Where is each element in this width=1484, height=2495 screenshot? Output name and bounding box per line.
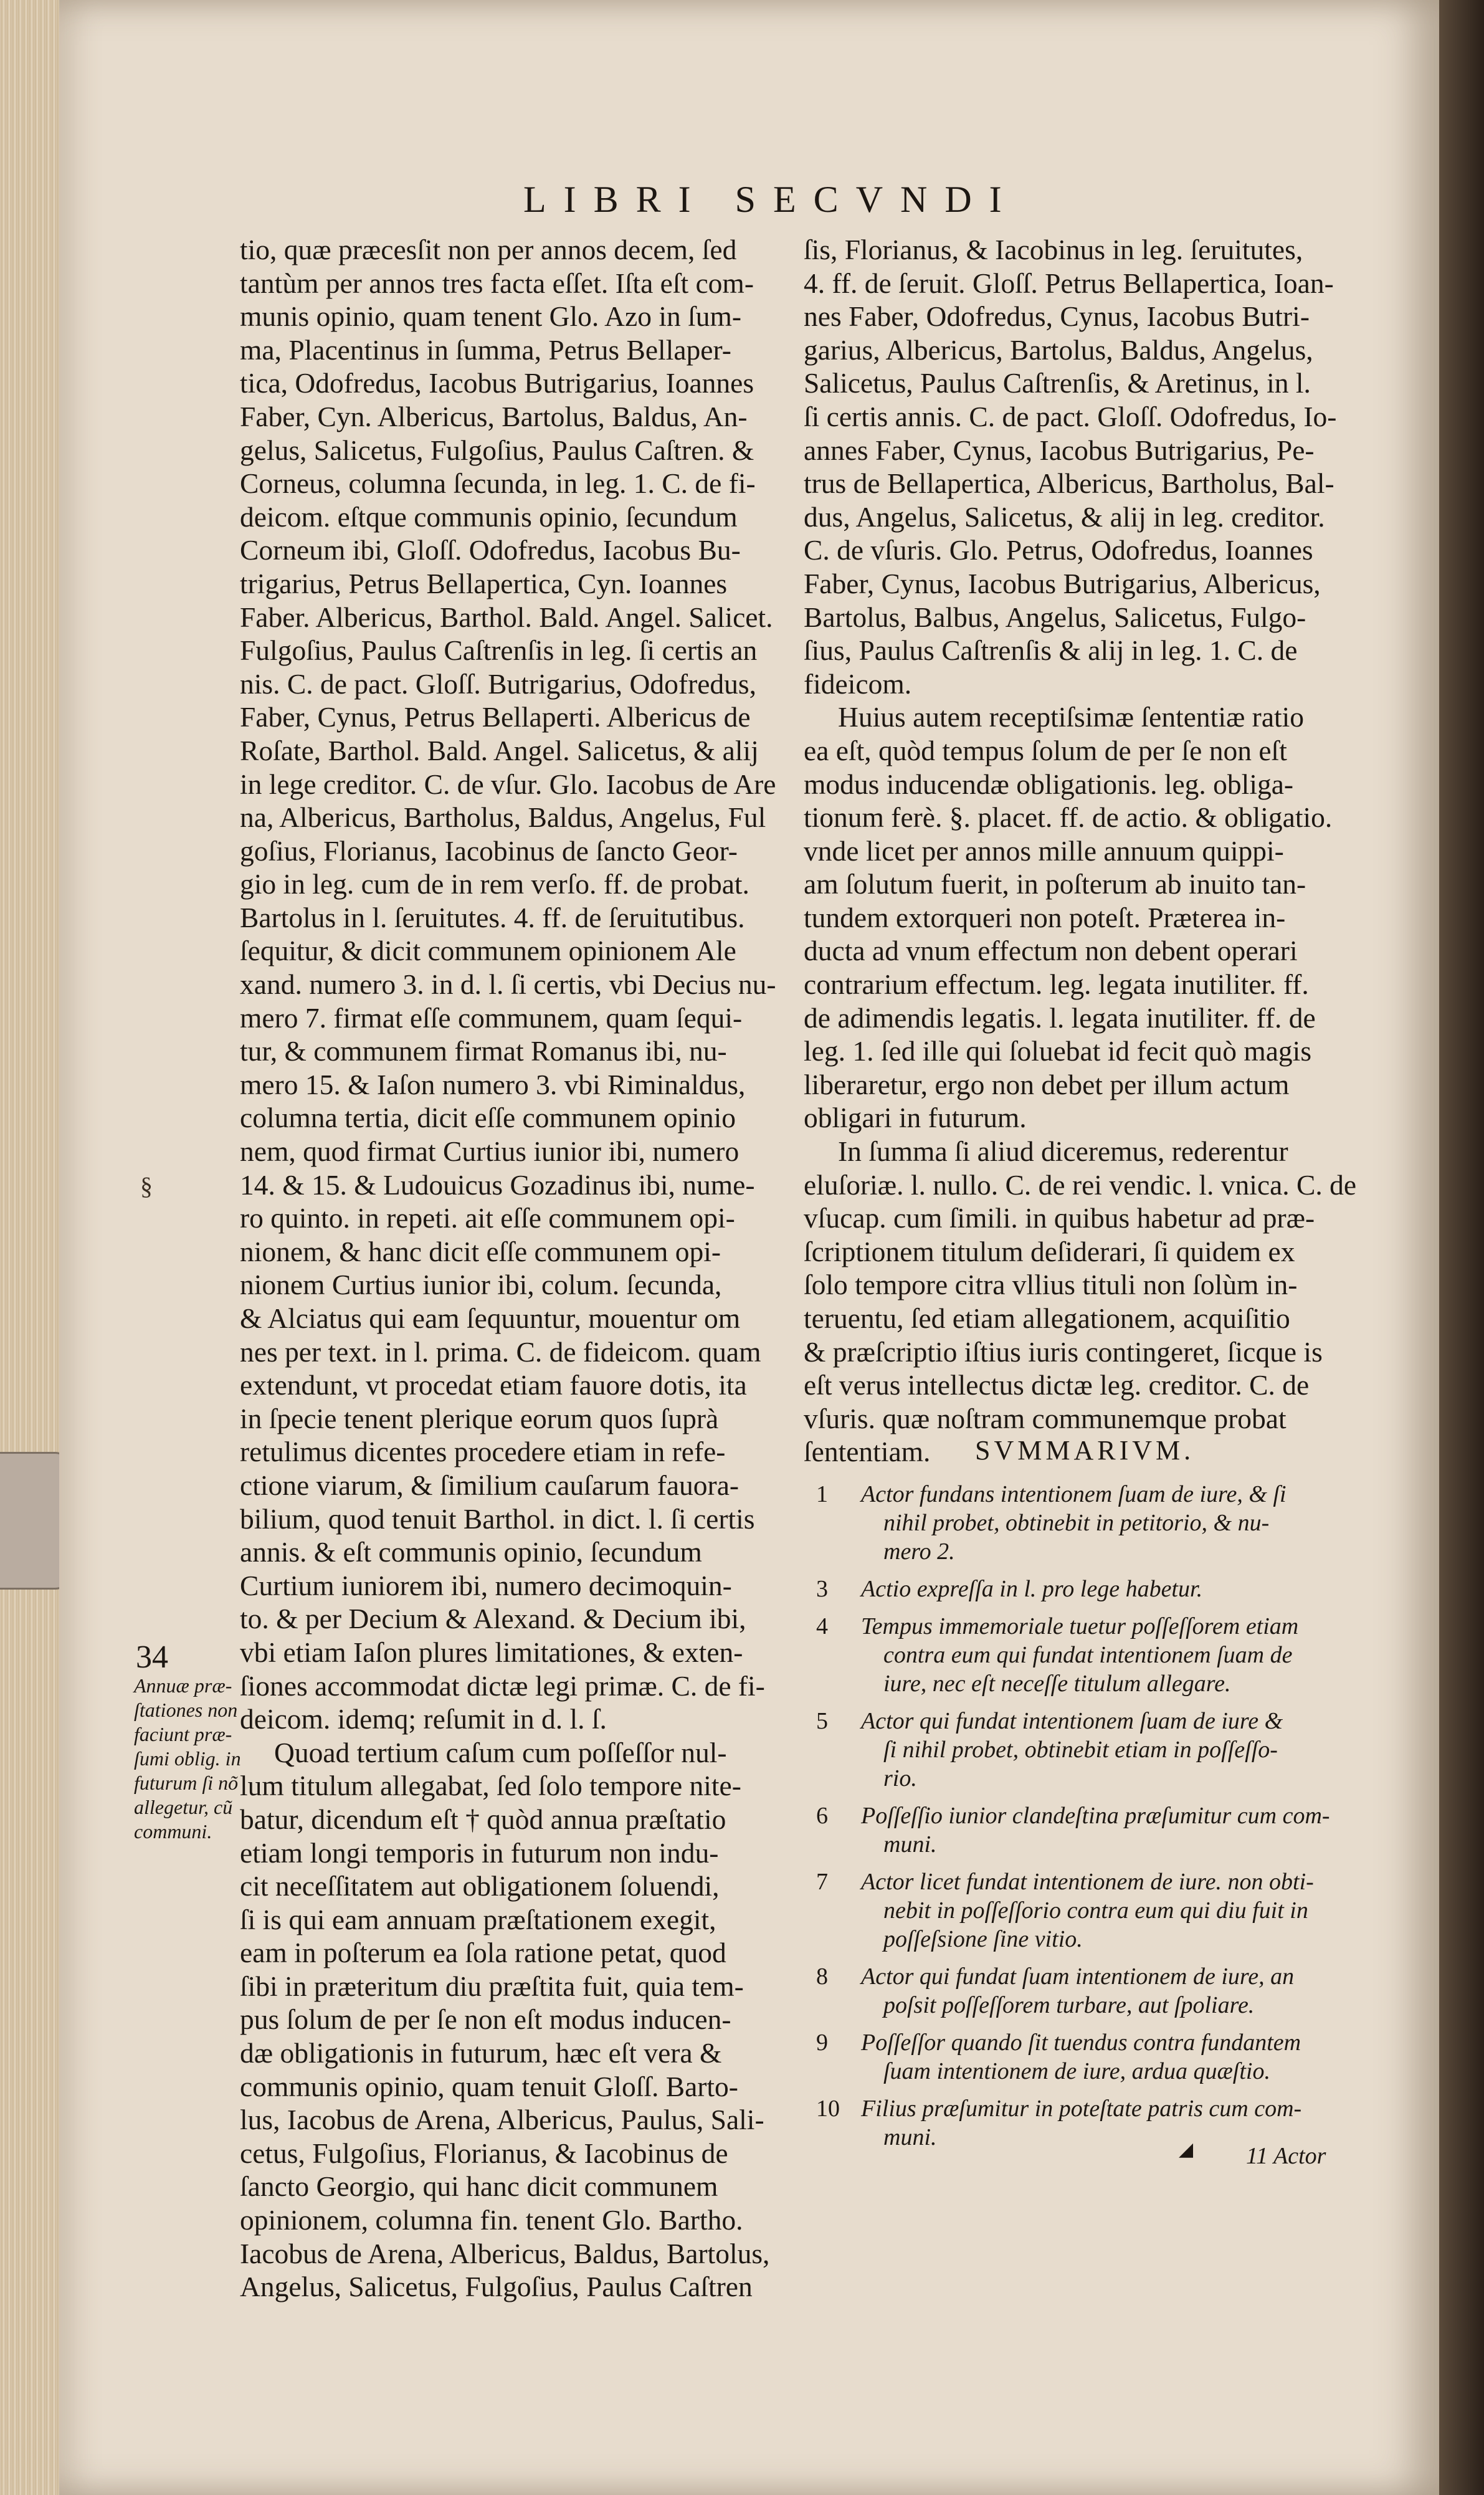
- text-line: Fulgoſius, Paulus Caſtrenſis in leg. ſi certis an: [240, 634, 758, 667]
- text-line: C. de vſuris. Glo. Petrus, Odofredus, Ioannes: [804, 534, 1313, 566]
- summarium-item-number: 5: [816, 1708, 828, 1734]
- text-line: in ſpecie tenent plerique eorum quos ſuprà: [240, 1402, 719, 1434]
- text-line: tur, & communem firmat Romanus ibi, nu-: [240, 1035, 727, 1067]
- text-line: Bartolus in l. ſeruitutes. 4. ff. de ſeruitutibus.: [240, 901, 745, 933]
- margin-note-line: ſumi oblig. in: [134, 1747, 241, 1770]
- catchword: 11 Actor: [1246, 2143, 1326, 2169]
- text-line: eam in poſterum ea ſola ratione petat, quod: [240, 1937, 726, 1969]
- text-line: ſequitur, & dicit communem opinionem Ale: [240, 935, 736, 967]
- text-line: 14. & 15. & Ludouicus Gozadinus ibi, nume-: [240, 1168, 755, 1201]
- text-line: deicom. eſtque communis opinio, ſecundum: [240, 500, 738, 533]
- summarium-item-line: poſſeſsione ſine vitio.: [883, 1926, 1083, 1952]
- text-line: Corneum ibi, Gloſſ. Odofredus, Iacobus Bu-: [240, 534, 741, 566]
- book-gutter-shadow: [1439, 0, 1484, 2495]
- text-line: & præſcriptio iſtius iuris contingeret, ſicque is: [804, 1335, 1323, 1368]
- summarium-item-line: Actio expreſſa in l. pro lege habetur.: [861, 1576, 1203, 1602]
- summarium-item-line: Actor qui fundat ſuam intentionem de iure, an: [861, 1963, 1295, 1990]
- text-line: vſuris. quæ noſtram communemque probat: [804, 1402, 1287, 1434]
- catch-mark-icon: ◢: [1179, 2139, 1194, 2160]
- margin-note: [134, 1674, 241, 1844]
- summarium-item-line: Tempus immemoriale tuetur poſſeſſorem etiam: [861, 1613, 1299, 1639]
- text-line: obligari in futurum.: [804, 1102, 1027, 1134]
- text-line: in lege creditor. C. de vſur. Glo. Iacobus de Are: [240, 768, 776, 800]
- summarium-item-line: Actor qui fundat intentionem ſuam de iure &: [861, 1708, 1283, 1734]
- text-line: modus inducendæ obligationis. leg. obliga-: [804, 768, 1294, 800]
- text-line: vſucap. cum ſimili. in quibus habetur ad præ-: [804, 1202, 1315, 1234]
- text-line: 4. ff. de ſeruit. Gloſſ. Petrus Bellapertica, Ioan-: [804, 267, 1334, 299]
- summarium-item-line: iure, nec eſt neceſſe titulum allegare.: [883, 1671, 1231, 1697]
- summarium-item-line: ſi nihil probet, obtinebit etiam in poſſeſſo-: [883, 1737, 1278, 1763]
- text-line: pus ſolum de per ſe non eſt modus inducen-: [240, 2003, 731, 2036]
- summarium-item-line: Poſſeſſio iunior clandeſtina præſumitur cum com-: [861, 1803, 1330, 1829]
- text-line: teruentu, ſed etiam allegationem, acquiſitio: [804, 1302, 1290, 1334]
- left-text-column: [240, 233, 782, 2304]
- text-line: Angelus, Salicetus, Fulgoſius, Paulus Caſtren: [240, 2271, 753, 2303]
- book-fore-edge: [0, 0, 60, 2495]
- text-line: Curtium iuniorem ibi, numero decimoquin-: [240, 1569, 732, 1601]
- summarium-item-number: 1: [816, 1481, 828, 1507]
- text-line: Faber, Cyn. Albericus, Bartolus, Baldus, An-: [240, 400, 748, 432]
- margin-note-line: faciunt præ-: [134, 1723, 232, 1745]
- text-line: nem, quod firmat Curtius iunior ibi, numero: [240, 1135, 740, 1168]
- text-line: goſius, Florianus, Iacobinus de ſancto Geor-: [240, 834, 738, 867]
- text-line: Salicetus, Paulus Caſtrenſis, & Aretinus, in l.: [804, 367, 1311, 399]
- text-line: nes per text. in l. prima. C. de fideicom. quam: [240, 1335, 761, 1368]
- text-line: gio in leg. cum de in rem verſo. ff. de probat.: [240, 868, 749, 900]
- summarium-item-line: poſsit poſſeſſorem turbare, aut ſpoliare.: [883, 1992, 1255, 2018]
- text-line: liberaretur, ergo non debet per illum actum: [804, 1068, 1290, 1100]
- summarium-item-line: contra eum qui fundat intentionem ſuam de: [883, 1642, 1293, 1668]
- text-line: annis. & eſt communis opinio, ſecundum: [240, 1536, 702, 1568]
- text-line: ſi is qui eam annuam præſtationem exegit,: [240, 1903, 716, 1935]
- text-line: ſiones accommodat dictæ legi primæ. C. de fi-: [240, 1669, 765, 1702]
- text-line: ro quinto. in repeti. ait eſſe communem opi-: [240, 1202, 735, 1234]
- text-line: Huius autem receptiſsimæ ſententiæ ratio: [838, 701, 1305, 733]
- text-line: am ſolutum fuerit, in poſterum ab inuito tan-: [804, 868, 1306, 900]
- text-line: trus de Bellapertica, Albericus, Bartholus, Bal-: [804, 467, 1334, 500]
- text-line: xand. numero 3. in d. l. ſi certis, vbi Decius nu-: [240, 968, 776, 1001]
- summarium-item-line: Filius præſumitur in poteſtate patris cum com-: [861, 2096, 1302, 2122]
- text-line: nionem, & hanc dicit eſſe communem opi-: [240, 1235, 721, 1267]
- text-line: ma, Placentinus in ſumma, Petrus Bellaper-: [240, 333, 731, 366]
- text-line: In ſumma ſi aliud diceremus, rederentur: [838, 1135, 1288, 1168]
- text-line: tio, quæ præcesſit non per annos decem, ſed: [240, 234, 737, 265]
- text-line: tantùm per annos tres facta eſſet. Iſta eſt com-: [240, 267, 754, 299]
- summarium-title: SVMMARIVM.: [975, 1435, 1195, 1466]
- text-line: Quoad tertium caſum cum poſſeſſor nul-: [274, 1736, 727, 1768]
- text-line: ſius, Paulus Caſtrenſis & alij in leg. 1. C. de: [804, 634, 1298, 667]
- text-line: retulimus dicentes procedere etiam in refe-: [240, 1436, 726, 1468]
- summarium-item-number: 3: [816, 1576, 828, 1602]
- text-line: Roſate, Barthol. Bald. Angel. Salicetus, & alij: [240, 734, 759, 766]
- text-line: eſt verus intellectus dictæ leg. creditor. C. de: [804, 1369, 1310, 1401]
- text-line: mero 15. & Iaſon numero 3. vbi Riminaldus,: [240, 1068, 746, 1100]
- summarium-item-line: nihil probet, obtinebit in petitorio, & nu-: [883, 1510, 1270, 1536]
- summarium-item-line: Actor fundans intentionem ſuam de iure, & ſi: [861, 1481, 1287, 1507]
- margin-note-line: ſtationes non: [134, 1699, 238, 1721]
- summarium-list: [816, 1480, 1358, 2160]
- margin-ornament-icon: §: [140, 1172, 153, 1200]
- text-line: nis. C. de pact. Gloſſ. Butrigarius, Odofredus,: [240, 667, 756, 700]
- summarium-item: [816, 1868, 1358, 1954]
- text-line: ſi certis annis. C. de pact. Gloſſ. Odofredus, Io-: [804, 400, 1337, 432]
- text-line: Corneus, columna ſecunda, in leg. 1. C. de fi-: [240, 467, 756, 500]
- summarium-item: [816, 2028, 1358, 2086]
- running-head: LIBRI SECVNDI: [523, 179, 1019, 220]
- text-line: garius, Albericus, Bartolus, Baldus, Angelus,: [804, 333, 1313, 366]
- text-line: batur, dicendum eſt † quòd annua præſtatio: [240, 1803, 726, 1835]
- summarium-item-line: ſuam intentionem de iure, ardua quæſtio.: [883, 2058, 1270, 2084]
- text-line: munis opinio, quam tenent Glo. Azo in ſum-: [240, 300, 742, 333]
- summarium-item-number: 9: [816, 2030, 828, 2056]
- text-line: lus, Iacobus de Arena, Albericus, Paulus, Sali-: [240, 2104, 764, 2136]
- text-line: communis opinio, quam tenuit Gloſſ. Barto-: [240, 2070, 738, 2102]
- text-line: & Alciatus qui eam ſequuntur, mouentur om: [240, 1302, 741, 1334]
- text-line: leg. 1. ſed ille qui ſoluebat id fecit quò magis: [804, 1035, 1312, 1067]
- text-line: vbi etiam Iaſon plures limitationes, & exten-: [240, 1636, 743, 1668]
- summarium-item-line: muni.: [883, 2124, 937, 2150]
- text-line: gelus, Salicetus, Fulgoſius, Paulus Caſtren. &: [240, 434, 754, 466]
- text-line: etiam longi temporis in futurum non indu-: [240, 1836, 719, 1869]
- text-line: cetus, Fulgoſius, Florianus, & Iacobinus de: [240, 2137, 728, 2169]
- text-line: contrarium effectum. leg. legata inutiliter. ff.: [804, 968, 1309, 1001]
- text-line: ſis, Florianus, & Iacobinus in leg. ſeruitutes,: [804, 234, 1303, 265]
- text-line: eluſoriæ. l. nullo. C. de rei vendic. l. vnica. C. de: [804, 1168, 1357, 1201]
- text-line: nes Faber, Odofredus, Cynus, Iacobus Butri-: [804, 300, 1310, 333]
- text-line: Iacobus de Arena, Albericus, Baldus, Bartolus,: [240, 2237, 770, 2269]
- text-line: fideicom.: [804, 667, 912, 700]
- text-line: mero 7. firmat eſſe communem, quam ſequi-: [240, 1001, 743, 1034]
- margin-note-line: communi.: [134, 1820, 212, 1843]
- text-line: Faber, Cynus, Petrus Bellaperti. Albericus de: [240, 701, 751, 733]
- text-line: ducta ad vnum effectum non debent operari: [804, 935, 1298, 967]
- text-line: deicom. idemq; reſumit in d. l. ſ.: [240, 1703, 607, 1735]
- summarium-item-number: 6: [816, 1803, 828, 1829]
- text-line: lum titulum allegabat, ſed ſolo tempore nite-: [240, 1770, 741, 1802]
- text-line: na, Albericus, Bartholus, Baldus, Angelus, Ful: [240, 801, 766, 834]
- text-line: to. & per Decium & Alexand. & Decium ibi,: [240, 1603, 746, 1635]
- summarium-item-number: 8: [816, 1963, 828, 1990]
- summarium-item-line: mero 2.: [883, 1539, 955, 1565]
- text-line: ſolo tempore citra vllius tituli non ſolùm in-: [804, 1269, 1298, 1301]
- text-line: tionum ferè. §. placet. ff. de actio. & obligatio.: [804, 801, 1333, 834]
- text-line: extendunt, vt procedat etiam fauore dotis, ita: [240, 1369, 747, 1401]
- text-line: columna tertia, dicit eſſe communem opinio: [240, 1102, 736, 1134]
- text-line: ſancto Georgio, qui hanc dicit communem: [240, 2170, 718, 2203]
- summarium-item: [816, 1575, 1358, 1603]
- margin-note-line: Annuæ præ-: [134, 1674, 232, 1697]
- text-line: Bartolus, Balbus, Angelus, Salicetus, Fulgo-: [804, 601, 1306, 633]
- text-line: ſcriptionem titulum deſiderari, ſi quidem ex: [804, 1235, 1295, 1267]
- text-line: dæ obligationis in futurum, hæc eſt vera &: [240, 2037, 722, 2069]
- text-line: vnde licet per annos mille annuum quippi-: [804, 834, 1284, 867]
- text-line: bilium, quod tenuit Barthol. in dict. l. ſi certis: [240, 1502, 755, 1535]
- summarium-item-number: 7: [816, 1869, 828, 1895]
- summarium-item-line: muni.: [883, 1831, 937, 1858]
- summarium-item: [816, 1612, 1358, 1698]
- margin-note-line: futurum ſi nõ: [134, 1772, 239, 1794]
- text-line: ctione viarum, & ſimilium cauſarum fauora-: [240, 1469, 740, 1501]
- text-line: trigarius, Petrus Bellapertica, Cyn. Ioannes: [240, 567, 728, 599]
- text-line: de adimendis legatis. l. legata inutiliter. ff. de: [804, 1001, 1316, 1034]
- text-line: dus, Angelus, Salicetus, & alij in leg. creditor.: [804, 500, 1325, 533]
- text-line: ſententiam.: [804, 1436, 931, 1468]
- text-line: ea eſt, quòd tempus ſolum de per ſe non eſt: [804, 734, 1287, 766]
- margin-number: 34: [136, 1639, 168, 1675]
- summarium-item: [816, 1707, 1358, 1793]
- text-line: Faber, Cynus, Iacobus Butrigarius, Albericus,: [804, 567, 1321, 599]
- summarium-item-number: 10: [816, 2096, 840, 2122]
- summarium-item: [816, 1962, 1358, 2020]
- text-line: opinionem, columna fin. tenent Glo. Bartho.: [240, 2204, 743, 2236]
- right-text-column: [804, 233, 1357, 1469]
- text-line: tundem extorqueri non poteſt. Præterea in-: [804, 901, 1286, 933]
- text-line: Faber. Albericus, Barthol. Bald. Angel. Salicet.: [240, 601, 773, 633]
- text-line: cit neceſſitatem aut obligationem ſoluendi,: [240, 1870, 720, 1902]
- summarium-item-number: 4: [816, 1613, 828, 1639]
- summarium-item-line: Actor licet fundat intentionem de iure. non obti-: [861, 1869, 1314, 1895]
- summarium-item: [816, 1480, 1358, 1566]
- margin-note-line: allegetur, cũ: [134, 1796, 233, 1818]
- summarium-item-line: nebit in poſſeſſorio contra eum qui diu fuit in: [883, 1897, 1308, 1924]
- summarium-item-line: rio.: [883, 1765, 917, 1791]
- summarium-item: [816, 1801, 1358, 1859]
- text-line: nionem Curtius iunior ibi, colum. ſecunda,: [240, 1269, 722, 1301]
- text-line: ſibi in præteritum diu præſtita fuit, quia tem-: [240, 1970, 744, 2002]
- text-line: annes Faber, Cynus, Iacobus Butrigarius, Pe-: [804, 434, 1315, 466]
- summarium-item-line: Poſſeſſor quando ſit tuendus contra fundantem: [861, 2030, 1301, 2056]
- text-line: tica, Odofredus, Iacobus Butrigarius, Ioannes: [240, 367, 754, 399]
